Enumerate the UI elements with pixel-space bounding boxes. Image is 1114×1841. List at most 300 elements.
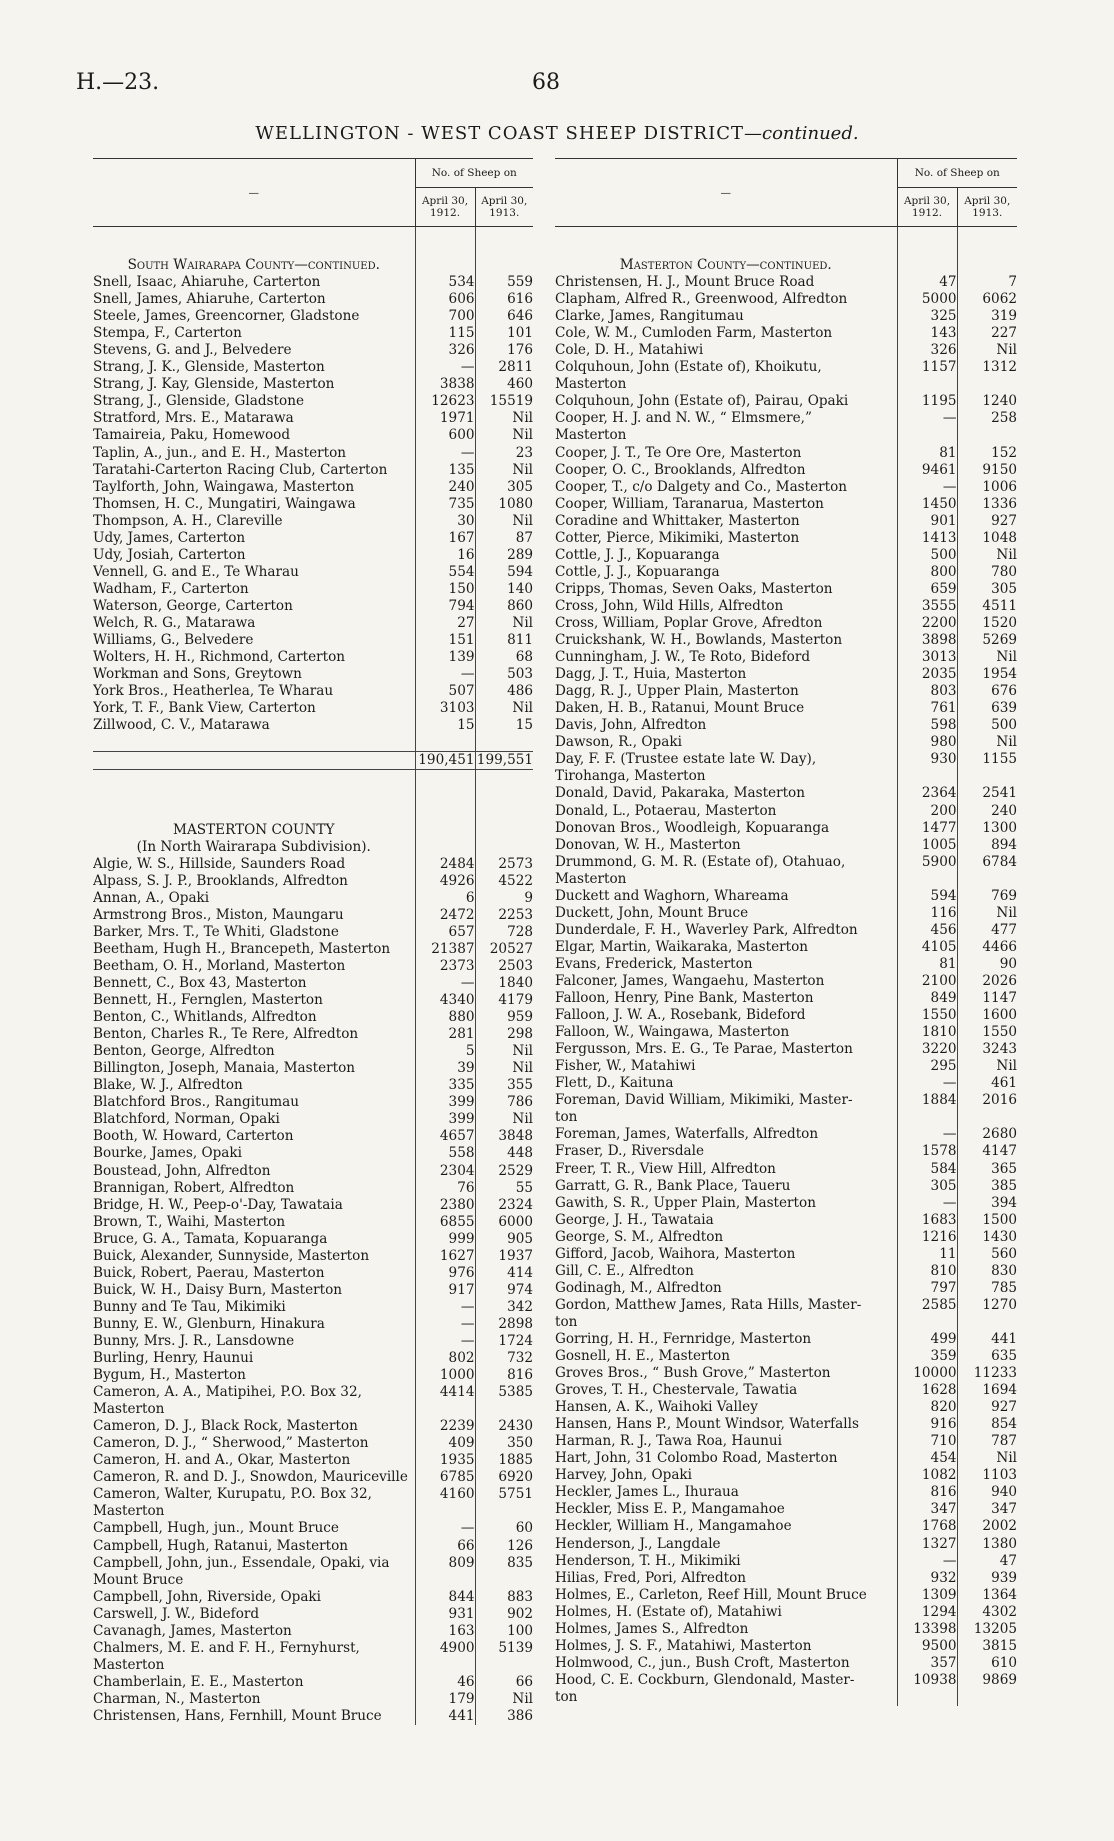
sheep-1912: 584 [897,1160,957,1177]
table-row [93,1180,533,1197]
sheep-1913: 347 [957,1501,1017,1518]
sheep-1913: 2898 [475,1316,533,1333]
table-row [93,547,533,564]
sheep-1912: 335 [415,1077,475,1094]
table-row [93,941,533,958]
sheep-1913 [475,822,533,839]
sheep-1912: 21387 [415,941,475,958]
sheep-1913: 152 [957,445,1017,462]
owner-name: Masterton [93,1656,165,1673]
table-row [555,1212,1017,1229]
sheep-1913: 676 [957,683,1017,700]
owner-name: Duckett, John, Mount Bruce [555,904,749,921]
table-row [93,376,533,393]
table-row [555,1501,1017,1518]
table-row [93,598,533,615]
sheep-1912: 816 [897,1484,957,1501]
owner-name: Dawson, R., Opaki [555,734,682,751]
owner-name: Evans, Frederick, Masterton [555,955,753,972]
owner-name: Cottle, J. J., Kopuaranga [555,563,720,580]
sheep-1913: 350 [475,1435,533,1452]
table-row [93,496,533,513]
owner-name: Udy, Josiah, Carterton [93,546,246,563]
table-row [93,958,533,975]
sheep-1913: 732 [475,1350,533,1367]
owner-name: Buick, W. H., Daisy Burn, Masterton [93,1281,343,1298]
owner-name: Chamberlain, E. E., Masterton [93,1673,304,1690]
sheep-1913: 2573 [475,856,533,873]
sheep-1912: 1195 [897,393,957,410]
table-row [93,1520,533,1537]
sheep-1913: 1336 [957,496,1017,513]
table-row [555,1553,1017,1570]
sheep-1913: 959 [475,1009,533,1026]
sheep-1913: 860 [475,598,533,615]
table-row [555,1399,1017,1416]
sheep-1912 [415,1503,475,1520]
sheep-1912: 803 [897,683,957,700]
sheep-1913: 15519 [475,393,533,410]
owner-name: Masterton [555,870,627,887]
table-row [555,325,1017,342]
sheep-1913: 20527 [475,941,533,958]
owner-name: Fergusson, Mrs. E. G., Te Parae, Masterton [555,1041,853,1058]
table-row [93,734,533,752]
table-row [555,564,1017,581]
owner-name: Zillwood, C. V., Matarawa [93,717,270,734]
table-row [555,530,1017,547]
sheep-1912: — [897,479,957,496]
sheep-1913: 4466 [957,939,1017,956]
sheep-1913: 5385 [475,1384,533,1401]
table-row [555,956,1017,973]
table-row [555,1467,1017,1484]
table-row [93,564,533,581]
sheep-1913: 5139 [475,1640,533,1657]
sheep-1912 [415,787,475,804]
sheep-1913: 1840 [475,975,533,992]
owner-name: Dunderdale, F. H., Waverley Park, Alfredton [555,921,858,938]
table-row [93,1503,533,1520]
sheep-1912: 12623 [415,393,475,410]
owner-name: Donovan, W. H., Masterton [555,836,741,853]
sheep-1913: 60 [475,1520,533,1537]
sheep-1913: 486 [475,683,533,700]
sheep-1913: Nil [957,1058,1017,1075]
sheep-1912: 15 [415,717,475,734]
owner-name: Bourke, James, Opaki [93,1145,242,1162]
table-row [93,1418,533,1435]
owner-name: Day, F. F. (Trustee estate late W. Day), [555,751,817,768]
sheep-1912: 399 [415,1094,475,1111]
owner-name: Workman and Sons, Greytown [93,666,302,683]
sheep-1913: Nil [475,615,533,632]
sheep-1912: 1082 [897,1467,957,1484]
sheep-1912: 326 [415,342,475,359]
sheep-1913: 560 [957,1246,1017,1263]
table-row [93,445,533,462]
table-row [555,888,1017,905]
table-row [555,359,1017,376]
sheep-1913: 355 [475,1077,533,1094]
owner-name: Cripps, Thomas, Seven Oaks, Masterton [555,580,833,597]
sheep-1912: 347 [897,1501,957,1518]
sheep-1913: 1240 [957,393,1017,410]
sheep-1912: 794 [415,598,475,615]
sheep-1913: 786 [475,1094,533,1111]
table-row [555,1331,1017,1348]
table-row [93,1145,533,1162]
sheep-1913: 2026 [957,973,1017,990]
sheep-1912: 167 [415,530,475,547]
owner-name: Brown, T., Waihi, Masterton [93,1213,286,1230]
table-row [93,513,533,530]
table-row [555,1314,1017,1331]
owner-name: Holmwood, C., jun., Bush Croft, Masterton [555,1654,850,1671]
owner-name: Foreman, James, Waterfalls, Alfredton [555,1126,819,1143]
sheep-1913: 1080 [475,496,533,513]
owner-name [93,805,415,822]
sheep-1912: 240 [415,479,475,496]
owner-name: Hilias, Fred, Pori, Alfredton [555,1569,747,1586]
owner-name: Henderson, J., Langdale [555,1535,721,1552]
table-row [555,990,1017,1007]
sheep-1912: — [415,975,475,992]
table-row [555,547,1017,564]
table-row [93,1401,533,1418]
owner-name [93,734,415,752]
sheep-1912: — [415,445,475,462]
owner-name: Bunny, Mrs. J. R., Lansdowne [93,1332,295,1349]
owner-name: Christensen, Hans, Fernhill, Mount Bruce [93,1708,382,1724]
sheep-1913: 3848 [475,1128,533,1145]
sheep-1912: 1000 [415,1367,475,1384]
section-heading: Masterton County—continued. [619,257,832,274]
sheep-1913: 2430 [475,1418,533,1435]
sheep-1912: 657 [415,924,475,941]
owner-name: Charman, N., Masterton [93,1690,261,1707]
owner-name: Freer, T. R., View Hill, Alfredton [555,1160,776,1177]
sheep-1912: 594 [897,888,957,905]
sheep-1912: 200 [897,803,957,820]
sheep-1912 [415,257,475,274]
sheep-1913: 2680 [957,1126,1017,1143]
sheep-1913: 289 [475,547,533,564]
table-row [555,376,1017,393]
owner-name: Cruickshank, W. H., Bowlands, Masterton [555,632,843,649]
owner-name: Thompson, A. H., Clareville [93,512,283,529]
sheep-1912: 1971 [415,410,475,427]
owner-name: Cooper, O. C., Brooklands, Alfredton [555,461,806,478]
page-title: WELLINGTON - WEST COAST SHEEP DISTRICT—continued. [255,123,859,144]
owner-name: Taplin, A., jun., and E. H., Masterton [93,444,347,461]
sheep-1913 [957,1689,1017,1706]
table-row [93,325,533,342]
sheep-1913: Nil [475,1060,533,1077]
owner-name: Garratt, G. R., Bank Place, Taueru [555,1177,791,1194]
sheep-1913: 319 [957,308,1017,325]
owner-name: Cross, William, Poplar Grove, Afredton [555,615,823,631]
table-row [93,1316,533,1333]
sheep-1913: 4522 [475,873,533,890]
table-row [93,1231,533,1248]
sheep-1912: 10000 [897,1365,957,1382]
sheep-1912: 441 [415,1708,475,1725]
owner-name: Beetham, Hugh H., Brancepeth, Masterton [93,940,391,957]
owner-name: Godinagh, M., Alfredton [555,1279,722,1296]
sheep-1913: Nil [957,905,1017,922]
sheep-1913: 100 [475,1623,533,1640]
owner-name: Groves, T. H., Chestervale, Tawatia [555,1382,798,1399]
table-row [555,1058,1017,1075]
table-row [93,308,533,325]
table-row [93,1435,533,1452]
sheep-1913: 927 [957,1399,1017,1416]
sheep-1913: 176 [475,342,533,359]
owner-name: Falloon, W., Waingawa, Masterton [555,1024,790,1041]
table-row [93,393,533,410]
table-row [93,427,533,444]
sheep-1912: 598 [897,717,957,734]
owner-name: Falconer, James, Wangaehu, Masterton [555,972,825,989]
owner-name: Bruce, G. A., Tamata, Kopuaranga [93,1230,328,1247]
owner-name: Stevens, G. and J., Belvedere [93,342,292,359]
sheep-1912 [415,1657,475,1674]
sheep-1913: 974 [475,1282,533,1299]
table-row [93,1197,533,1214]
sheep-1913: 902 [475,1606,533,1623]
owner-name: Groves Bros., “ Bush Grove,” Masterton [555,1365,831,1382]
section-heading-row [93,839,533,856]
owner-name: Tamaireia, Paku, Homewood [93,427,291,444]
sheep-1913: 1103 [957,1467,1017,1484]
sheep-1912: 1413 [897,530,957,547]
owner-name: Bennett, C., Box 43, Masterton [93,974,307,991]
sheep-1912: 554 [415,564,475,581]
owner-name: Duckett and Waghorn, Whareama [555,887,789,904]
table-row [93,1333,533,1350]
sheep-1912: 326 [897,342,957,359]
owner-name: Davis, John, Alfredton [555,717,707,734]
sheep-1912: 1935 [415,1452,475,1469]
sheep-on-header: No. of Sheep on [897,159,1017,188]
sheep-1912: 2472 [415,907,475,924]
sheep-1913: 2324 [475,1197,533,1214]
table-row [555,1195,1017,1212]
section-heading-row [93,257,533,274]
owner-name: Campbell, John, Riverside, Opaki [93,1588,322,1605]
table-row [93,581,533,598]
owner-name: Holmes, H. (Estate of), Matahiwi [555,1603,782,1620]
table-row [93,462,533,479]
sheep-1913: 6000 [475,1214,533,1231]
sheep-1913: 199,551 [476,752,534,769]
table-row [93,410,533,427]
table-row [93,770,533,788]
table-row [93,1350,533,1367]
sheep-table-right [555,158,1017,1706]
col-1913-header: April 30, 1913. [475,188,533,227]
table-row [93,342,533,359]
sheep-1913: 905 [475,1231,533,1248]
sheep-1912: 4900 [415,1640,475,1657]
owner-name: Annan, A., Opaki [93,889,210,906]
sheep-1912: 4105 [897,939,957,956]
sheep-1912 [897,376,957,393]
sheep-1912: 46 [415,1674,475,1691]
sheep-1912: 2380 [415,1197,475,1214]
sheep-1912: 81 [897,445,957,462]
owner-name: Christensen, H. J., Mount Bruce Road [555,274,815,291]
table-row [555,785,1017,802]
sheep-1912: 5900 [897,854,957,871]
sheep-1913: 298 [475,1026,533,1043]
owner-name: Buick, Robert, Paerau, Masterton [93,1264,325,1281]
sheep-1912: 2100 [897,973,957,990]
owner-name: Bunny, E. W., Glenburn, Hinakura [93,1315,325,1332]
sheep-1912: 151 [415,632,475,649]
sheep-1913: 1600 [957,1007,1017,1024]
sheep-1913: 1550 [957,1024,1017,1041]
sheep-1912: 135 [415,462,475,479]
owner-name: Donovan Bros., Woodleigh, Kopuaranga [555,819,830,836]
sheep-1912: 3555 [897,598,957,615]
sheep-1912: 930 [897,751,957,768]
owner-name: ton [555,1688,578,1705]
sheep-1913: 816 [475,1367,533,1384]
sheep-1913: 1300 [957,820,1017,837]
table-row [555,1229,1017,1246]
table-row [555,479,1017,496]
header-dash: — [93,159,415,227]
sheep-1912: 139 [415,649,475,666]
table-row [93,1367,533,1384]
sheep-1912: 1477 [897,820,957,837]
owner-name: Cunningham, J. W., Te Roto, Bideford [555,649,811,666]
table-row [555,1178,1017,1195]
table-row [93,1452,533,1469]
sheep-1913: 787 [957,1433,1017,1450]
owner-name: Wolters, H. H., Richmond, Carterton [93,649,346,666]
sheep-1912: 30 [415,513,475,530]
table-row [555,820,1017,837]
table-row [555,1621,1017,1638]
sheep-1913: 4511 [957,598,1017,615]
table-row [555,837,1017,854]
sheep-1912 [415,822,475,839]
sheep-1912: — [415,359,475,376]
sheep-1912: 2484 [415,856,475,873]
sheep-1912: 454 [897,1450,957,1467]
sheep-1912: 797 [897,1280,957,1297]
sheep-1912: — [897,1075,957,1092]
sheep-1912: 844 [415,1589,475,1606]
sheep-1912: 1884 [897,1092,957,1109]
owner-name: Heckler, Miss E. P., Mangamahoe [555,1501,785,1518]
sheep-1913: 927 [957,513,1017,530]
sheep-1913 [475,1401,533,1418]
sheep-1912 [415,734,475,752]
table-row [93,992,533,1009]
sheep-1912: 81 [897,956,957,973]
owner-name: Gawith, S. R., Upper Plain, Masterton [555,1194,816,1211]
sheep-1912: 5 [415,1043,475,1060]
owner-name: Algie, W. S., Hillside, Saunders Road [93,855,346,872]
table-row [555,666,1017,683]
sheep-1912: 700 [415,308,475,325]
table-row [555,1160,1017,1177]
owner-name: Strang, J., Glenside, Gladstone [93,393,304,410]
sheep-1913: 4179 [475,992,533,1009]
header-dash: — [555,159,897,227]
owner-name: Benton, George, Alfredton [93,1043,275,1060]
sheep-1912 [897,257,957,274]
sheep-1912: 3898 [897,632,957,649]
owner-name: Billington, Joseph, Manaia, Masterton [93,1060,356,1077]
owner-name: Cross, John, Wild Hills, Alfredton [555,597,784,614]
table-row [555,1655,1017,1672]
sheep-1913: 769 [957,888,1017,905]
table-row [555,905,1017,922]
sheep-1913: Nil [475,1111,533,1128]
table-row [93,649,533,666]
table-row [93,907,533,924]
sheep-1912 [415,770,475,788]
owner-name: Cameron, D. J., Black Rock, Masterton [93,1418,358,1435]
sheep-1913: Nil [475,410,533,427]
sheep-1913: Nil [957,734,1017,751]
owner-name: Steele, James, Greencorner, Gladstone [93,308,360,325]
section-heading: (In North Wairarapa Subdivision). [136,838,371,855]
sheep-1913: 1954 [957,666,1017,683]
table-row [93,1640,533,1657]
owner-name: Beetham, O. H., Morland, Masterton [93,957,346,974]
sheep-1913 [957,871,1017,888]
table-row [555,922,1017,939]
table-row [555,1484,1017,1501]
owner-name: Armstrong Bros., Miston, Maungaru [93,906,344,923]
owner-name: Cameron, A. A., Matipihei, P.O. Box 32, [93,1384,362,1401]
sheep-1912: 6785 [415,1469,475,1486]
sheep-1913 [475,770,533,788]
owner-name: Foreman, David William, Mikimiki, Master- [555,1092,853,1109]
table-row [555,700,1017,717]
table-row [555,1041,1017,1058]
owner-name: Strang, J. Kay, Glenside, Masterton [93,376,335,393]
sheep-1912: 1628 [897,1382,957,1399]
sheep-1913: 830 [957,1263,1017,1280]
table-row [555,734,1017,751]
sheep-1912: 39 [415,1060,475,1077]
sheep-1913: 635 [957,1348,1017,1365]
sheep-1912: 1768 [897,1518,957,1535]
sheep-1912: 1327 [897,1536,957,1553]
owner-name: Donald, L., Potaerau, Masterton [555,802,777,819]
sheep-1913: 5751 [475,1486,533,1503]
table-row [555,615,1017,632]
sheep-1912: 976 [415,1265,475,1282]
table-row [93,1009,533,1026]
owner-name: Tirohanga, Masterton [555,768,706,785]
owner-name: Cooper, H. J. and N. W., “ Elmsmere,” [555,410,812,427]
owner-name: Dagg, J. T., Huia, Masterton [555,666,747,683]
table-row [555,581,1017,598]
owner-name: Masterton [93,1503,165,1520]
owner-name: Udy, James, Carterton [93,529,246,546]
sheep-1913: 559 [475,274,533,291]
sheep-1912: 916 [897,1416,957,1433]
table-row [555,1109,1017,1126]
